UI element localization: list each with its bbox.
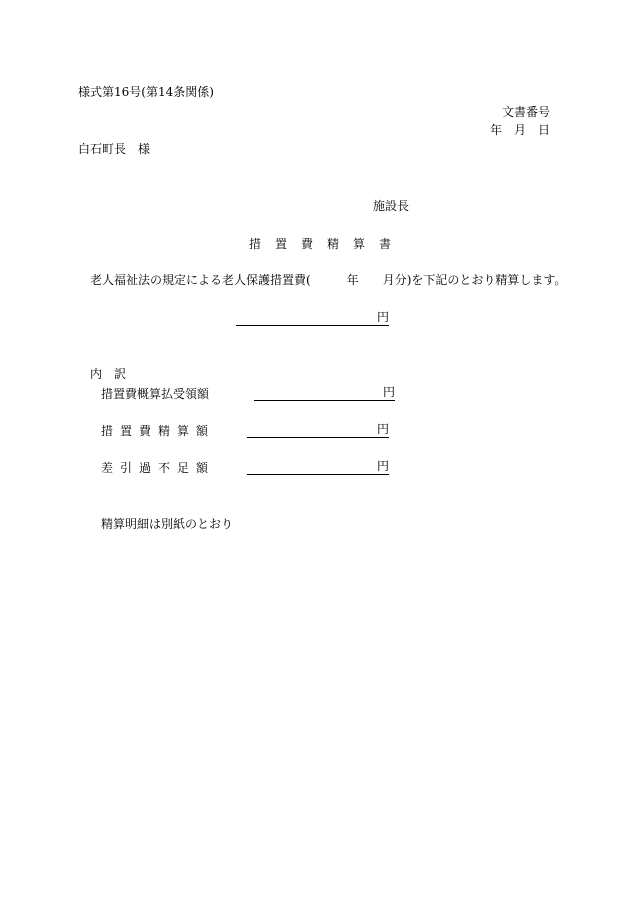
body-year-label: 年: [346, 273, 359, 287]
details-note: 精算明細は別紙のとおり: [101, 517, 234, 531]
sender-facility-director: 施設長: [373, 199, 410, 213]
body-month-label: 月分)を下記のとおり精算します。: [382, 273, 567, 287]
form-number: 様式第16号(第14条関係): [78, 85, 214, 99]
addressee: 白石町長 様: [78, 142, 151, 156]
document-title: 措置費精算書: [249, 237, 406, 251]
document-number-label: 文書番号: [501, 105, 550, 119]
difference-amount-field: [247, 459, 389, 475]
total-amount-field: [236, 310, 389, 326]
settlement-amount-field: [247, 422, 389, 438]
total-unit: 円: [376, 310, 389, 324]
breakdown-heading: 内 訳: [90, 367, 127, 381]
breakdown-label-estimated-receipt: 措置費概算払受領額: [101, 387, 210, 401]
breakdown-label-settlement-amount: 措置費精算額: [101, 424, 216, 438]
breakdown-label-difference: 差引過不足額: [101, 461, 216, 475]
estimated-receipt-amount-field: [254, 385, 395, 401]
body-statement: [90, 273, 566, 287]
date-line: 年 月 日: [489, 123, 550, 137]
settlement-amount-unit: 円: [376, 422, 389, 436]
estimated-receipt-unit: 円: [382, 385, 395, 399]
difference-amount-unit: 円: [376, 459, 389, 473]
body-prefix: 老人福祉法の規定による老人保護措置費(: [90, 273, 311, 287]
